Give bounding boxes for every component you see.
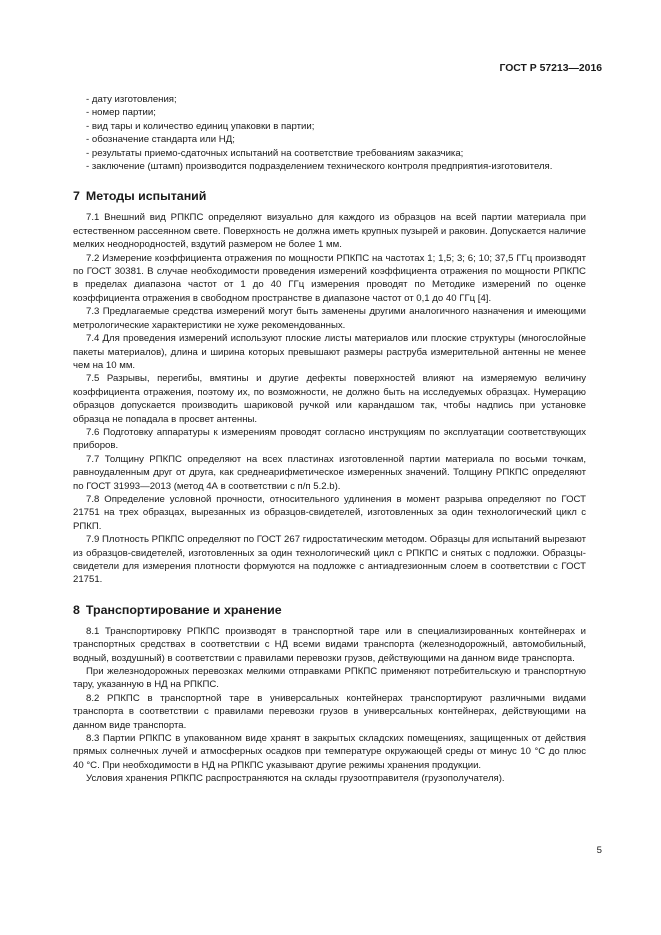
paragraph: 7.7 Толщину РПКПС определяют на всех пластинах изготовленной партии материала по восьми точкам, равноудаленным друг от друга, как среднеарифметическое измеренных значений. Толщину РПКПС определяют по ГОСТ 31993—2013 (метод 4А в соответствии с п/п 5.2.b).	[73, 453, 586, 492]
paragraph: 8.1 Транспортировку РПКПС производят в транспортной таре или в специализированных контейнерах и транспортных средствах в соответствии с НД всеми видами транспорта (железнодорожный, автомобильный, водный, воздушный) в соответствии с правилами перевозки грузов, действующими на данном виде транспорта.	[73, 625, 586, 664]
document-id-header: ГОСТ Р 57213—2016	[499, 63, 602, 74]
paragraph: 7.9 Плотность РПКПС определяют по ГОСТ 267 гидростатическим методом. Образцы для испытаний вырезают из образцов-свидетелей, изготовленных за один технологический цикл с РПКПС и снятых с подложки. Образцы-свидетели для измерения плотности формуются на подложке с антиадгезионным слоем в соответствии с ГОСТ 21751.	[73, 534, 586, 586]
list-item: - номер партии;	[86, 107, 156, 119]
marking-list	[73, 93, 586, 173]
section-8-heading	[73, 602, 586, 618]
paragraph: 8.3 Партии РПКПС в упакованном виде хранят в закрытых складских помещениях, защищенных от действия прямых солнечных лучей и атмосферных осадков при температуре окружающей среды от минус 10 °С до плюс 40 °С. При необходимости в НД на РПКПС указывают другие режимы хранения продукции.	[73, 733, 586, 771]
paragraph: 8.2 РПКПС в транспортной таре в универсальных контейнерах транспортируют различными видами транспорта в соответствии с правилами перевозки грузов в универсальных контейнерах, действующими на данном виде транспорта.	[73, 692, 586, 731]
section-title: Транспортирование и хранение	[85, 602, 282, 617]
paragraph: 7.6 Подготовку аппаратуры к измерениям проводят согласно инструкциям по эксплуатации соответствующих приборов.	[73, 426, 586, 452]
section-number: 7	[73, 189, 80, 204]
section-7-body	[73, 211, 586, 586]
paragraph: 7.1 Внешний вид РПКПС определяют визуально для каждого из образцов на всей партии материала при естественном рассеянном свете. Поверхность не должна иметь крупных пузырей и раковин. Допускается наличие мелких неоднородностей, вздутий размером не более 1 мм.	[73, 212, 586, 251]
section-8-body	[73, 625, 586, 786]
paragraph: 7.5 Разрывы, перегибы, вмятины и другие дефекты поверхностей влияют на измеряемую величину коэффициента отражения, поэтому их, по возможности, не должно быть на исследуемых образцах. Нумерацию образцов допускается производить шариковой ручкой или карандашом так, чтобы надпись при установке образца не попадала в просвет антенны.	[73, 373, 586, 425]
list-item: - вид тары и количество единиц упаковки в партии;	[86, 120, 315, 132]
section-number: 8	[73, 602, 80, 617]
paragraph: Условия хранения РПКПС распространяются на склады грузоотправителя (грузополучателя).	[86, 773, 505, 785]
section-7-heading	[73, 188, 586, 204]
section-title: Методы испытаний	[85, 189, 207, 204]
list-item: - заключение (штамп) производится подразделением технического контроля предприятия-изготовителя.	[86, 161, 553, 173]
paragraph: 7.4 Для проведения измерений используют плоские листы материалов или плоские структуры (многослойные пакеты материалов), длина и ширина которых превышают размеры раструба измерительной антенны не менее чем на 10 мм.	[73, 333, 586, 371]
paragraph: 7.3 Предлагаемые средства измерений могут быть заменены другими аналогичного назначения и имеющими метрологические характеристики не хуже рекомендованных.	[73, 306, 586, 331]
paragraph: При железнодорожных перевозках мелкими отправками РПКПС применяют потребительскую и транспортную тару, указанную в НД на РПКПС.	[73, 666, 586, 691]
page-number: 5	[596, 845, 602, 856]
list-item: - обозначение стандарта или НД;	[86, 134, 235, 146]
paragraph: 7.8 Определение условной прочности, относительного удлинения в момент разрыва определяют по ГОСТ 21751 на трех образцах, вырезанных из образцов-свидетелей, изготовленных за один технологический цикл с РПКП.	[73, 493, 586, 532]
page-content	[73, 93, 586, 786]
paragraph: 7.2 Измерение коэффициента отражения по мощности РПКПС на частотах 1; 1,5; 3; 6; 10; 37,5 ГГц производят по ГОСТ 30381. В случае необходимости проведения измерений коэффициента отражения по мощности РПКПС в пределах диапазона частот от 1 до 40 ГГц измерения проводят по Методике измерений по оценке коэффициента отражения в свободном пространстве в диапазоне частот от 0,1 до 40 ГГц [4].	[73, 252, 586, 304]
list-item: - результаты приемо-сдаточных испытаний на соответствие требованиям заказчика;	[86, 147, 464, 159]
list-item: - дату изготовления;	[86, 94, 177, 105]
